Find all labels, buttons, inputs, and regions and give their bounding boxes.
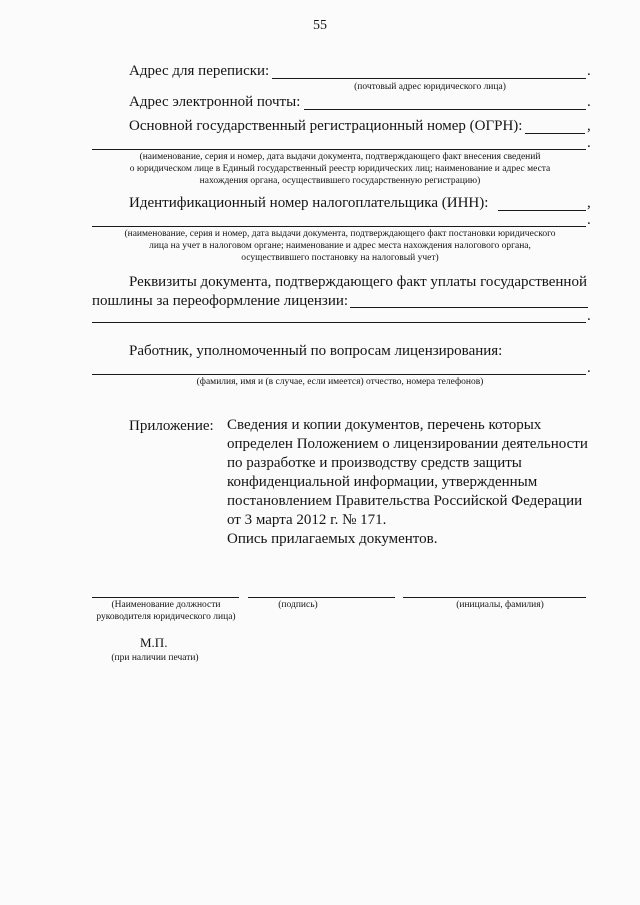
- ogrn-cont-tail: .: [587, 135, 591, 151]
- appendix-line-3: по разработке и производству средств защиты: [227, 455, 522, 471]
- fee-cont-tail: .: [587, 308, 591, 324]
- inn-caption-3: осуществившего постановку на налоговый учет): [241, 253, 439, 263]
- inn-caption-1: (наименование, серия и номер, дата выдачи документа, подтверждающего факт постановки юридического: [124, 229, 556, 239]
- mail-address-field[interactable]: [272, 78, 586, 79]
- name-field[interactable]: [403, 597, 586, 598]
- signature-caption: (подпись): [278, 600, 318, 610]
- signature-field[interactable]: [248, 597, 395, 598]
- ogrn-caption-2: о юридическом лице в Единый государственный реестр юридических лиц; наименование и адрес места: [129, 164, 551, 174]
- appendix-label: Приложение:: [129, 418, 214, 434]
- stamp-label: М.П.: [140, 635, 168, 650]
- fee-label-line2: пошлины за переоформление лицензии:: [92, 293, 349, 309]
- ogrn-label: Основной государственный регистрационный номер (ОГРН):: [129, 118, 523, 134]
- page-number: 55: [313, 18, 327, 33]
- ogrn-caption-3: нахождения органа, осуществившего государственную регистрацию): [199, 176, 481, 186]
- officer-caption: (фамилия, имя и (в случае, если имеется) отчество, номера телефонов): [196, 377, 484, 387]
- mail-address-tail: .: [587, 63, 591, 79]
- inn-label: Идентификационный номер налогоплательщика (ИНН):: [129, 195, 489, 211]
- appendix-line-2: определен Положением о лицензировании деятельности: [227, 436, 588, 452]
- ogrn-caption-1: (наименование, серия и номер, дата выдачи документа, подтверждающего факт внесения сведений: [139, 152, 541, 162]
- fee-field[interactable]: [350, 307, 588, 308]
- appendix-line-5: постановлением Правительства Российской Федерации: [227, 493, 583, 509]
- inn-cont-tail: .: [587, 212, 591, 228]
- appendix-inventory: Опись прилагаемых документов.: [227, 531, 438, 547]
- officer-field[interactable]: [92, 374, 586, 375]
- ogrn-field[interactable]: [525, 133, 585, 134]
- inn-tail: ,: [587, 195, 591, 211]
- inn-field[interactable]: [498, 210, 586, 211]
- ogrn-tail: ,: [587, 118, 591, 134]
- ogrn-field-continuation[interactable]: [92, 149, 586, 150]
- position-caption-1: (Наименование должности: [111, 600, 221, 610]
- officer-tail: .: [587, 360, 591, 376]
- email-tail: .: [587, 94, 591, 110]
- officer-label: Работник, уполномоченный по вопросам лицензирования:: [129, 343, 503, 359]
- appendix-text: [227, 416, 589, 530]
- appendix-line-6: от 3 марта 2012 г. № 171.: [227, 512, 387, 528]
- mail-address-caption: (почтовый адрес юридического лица): [354, 82, 506, 92]
- stamp-caption: (при наличии печати): [111, 653, 199, 663]
- fee-field-continuation[interactable]: [92, 322, 586, 323]
- email-field[interactable]: [304, 109, 586, 110]
- name-caption: (инициалы, фамилия): [456, 600, 544, 610]
- inn-caption-2: лица на учет в налоговом органе; наименование и адрес места нахождения налогового органа,: [149, 241, 531, 251]
- mail-address-label: Адрес для переписки:: [129, 63, 270, 79]
- appendix-line-4: конфиденциальной информации, утвержденным: [227, 474, 538, 490]
- inn-field-continuation[interactable]: [92, 226, 586, 227]
- email-label: Адрес электронной почты:: [129, 94, 301, 110]
- position-caption-2: руководителя юридического лица): [96, 612, 236, 622]
- appendix-line-1: Сведения и копии документов, перечень которых: [227, 417, 542, 433]
- fee-label-line1: Реквизиты документа, подтверждающего факт уплаты государственной: [129, 274, 587, 290]
- position-field[interactable]: [92, 597, 239, 598]
